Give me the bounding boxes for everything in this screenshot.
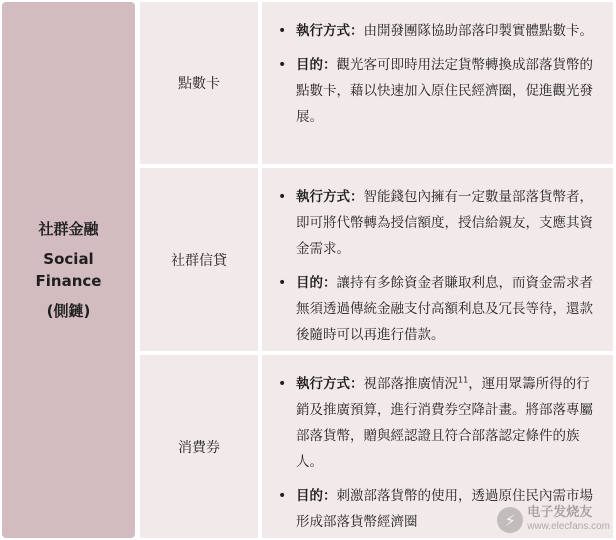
- method-text-b: ，運用眾籌所得的行銷及推廣預算，進行消費券空降計畫。將部落專屬部落貨幣，贈與經認證且符合部落認定條件的族人。: [296, 376, 593, 470]
- watermark-text-cn: 电子发烧友: [527, 505, 593, 520]
- row-title: 社群信貸: [171, 252, 227, 269]
- goal-text: 刺激部落貨幣的使用，透過原住民內需市場形成部落貨幣經濟圈: [296, 488, 593, 530]
- row-title-cell: [140, 355, 258, 538]
- category-name-en-1: Social: [43, 250, 94, 268]
- method-label: 執行方式：: [296, 376, 364, 392]
- row-detail-cell: [262, 168, 613, 351]
- row-title: 點數卡: [178, 76, 220, 92]
- category-name-en-2: Finance: [35, 272, 102, 290]
- row-title-cell: [140, 168, 258, 351]
- method-text-a: 視部落推廣情況: [363, 376, 458, 392]
- goal-bullet: [274, 52, 601, 130]
- bullet-dot-icon: •: [278, 23, 287, 39]
- row-title: 消費券: [178, 439, 220, 456]
- method-bullet: [274, 184, 601, 262]
- method-label: 執行方式：: [296, 189, 364, 205]
- goal-bullet: [274, 270, 601, 348]
- footnote-ref: 11: [458, 375, 469, 385]
- method-bullet: [274, 18, 601, 44]
- category-note: (側鏈): [46, 302, 91, 320]
- method-label: 執行方式：: [296, 23, 364, 39]
- lightning-icon: ⚡: [497, 507, 523, 533]
- category-name-zh: 社群金融: [38, 220, 99, 238]
- bullet-dot-icon: •: [278, 57, 287, 73]
- goal-label: 目的：: [296, 57, 337, 73]
- row-title-cell: [140, 2, 258, 164]
- goal-label: 目的：: [296, 275, 337, 291]
- method-text: 由開發團隊協助部落印製實體點數卡。: [363, 23, 593, 39]
- goal-text: 觀光客可即時用法定貨幣轉換成部落貨幣的點數卡，藉以快速加入原住民經濟圈，促進觀光發展。: [296, 57, 593, 125]
- watermark-text-en: www.elecfans.com: [527, 521, 610, 532]
- bullet-dot-icon: •: [278, 376, 287, 392]
- goal-text: 讓持有多餘資金者賺取利息，而資金需求者無須透過傳統金融支付高額利息及冗長等待，還款後隨時可以再進行借款。: [296, 275, 593, 343]
- goal-label: 目的：: [296, 488, 337, 504]
- bullet-dot-icon: •: [278, 488, 287, 504]
- method-text: 智能錢包內擁有一定數量部落貨幣者，即可將代幣轉為授信額度，授信給親友，支應其資金需求。: [296, 189, 593, 257]
- bullet-dot-icon: •: [278, 189, 287, 205]
- bullet-dot-icon: •: [278, 275, 287, 291]
- row-detail-cell: [262, 2, 613, 164]
- method-bullet: [274, 371, 601, 475]
- category-cell: [2, 2, 135, 538]
- watermark: [497, 506, 610, 534]
